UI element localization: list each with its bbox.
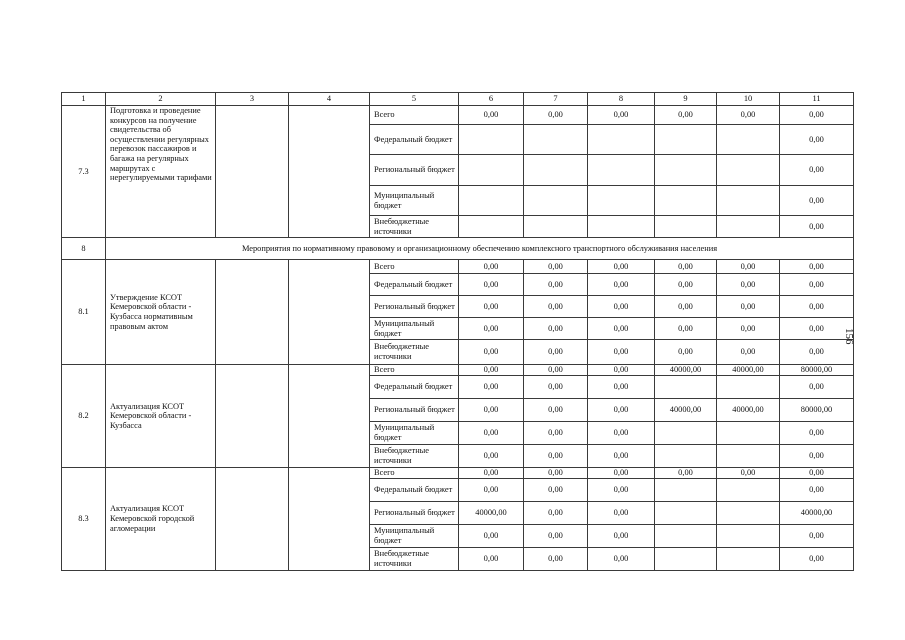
value-cell: 0,00 [524, 445, 588, 468]
value-cell [655, 478, 717, 501]
section-title: Мероприятия по нормативному правовому и организационному обеспечению комплексного транспортного обслуживания населения [106, 238, 854, 260]
value-cell: 0,00 [459, 524, 524, 547]
value-cell [717, 376, 780, 399]
value-cell: 0,00 [588, 376, 655, 399]
page-number: 156 [843, 328, 855, 345]
value-cell: 0,00 [780, 216, 854, 238]
empty-cell-col4 [289, 106, 370, 238]
column-header: 11 [780, 93, 854, 106]
value-cell [717, 501, 780, 524]
funding-source-label: Внебюджетные источники [370, 445, 459, 468]
budget-table [61, 92, 854, 571]
value-cell: 0,00 [717, 468, 780, 479]
value-cell [655, 125, 717, 155]
value-cell: 0,00 [717, 340, 780, 365]
value-cell: 0,00 [780, 340, 854, 365]
value-cell: 0,00 [780, 274, 854, 296]
value-cell [459, 186, 524, 216]
value-cell: 0,00 [588, 478, 655, 501]
column-header: 2 [106, 93, 216, 106]
value-cell [717, 125, 780, 155]
empty-cell-col4 [289, 468, 370, 571]
funding-source-label: Региональный бюджет [370, 501, 459, 524]
value-cell: 0,00 [524, 376, 588, 399]
funding-source-label: Муниципальный бюджет [370, 524, 459, 547]
empty-cell-col3 [216, 365, 289, 468]
value-cell: 0,00 [655, 468, 717, 479]
table-row [62, 106, 854, 125]
item-number: 8.3 [62, 468, 106, 571]
value-cell [459, 216, 524, 238]
value-cell [717, 547, 780, 570]
value-cell: 0,00 [524, 468, 588, 479]
value-cell [655, 186, 717, 216]
value-cell: 0,00 [459, 365, 524, 376]
value-cell: 0,00 [524, 399, 588, 422]
value-cell: 40000,00 [655, 399, 717, 422]
value-cell: 40000,00 [717, 365, 780, 376]
value-cell [588, 186, 655, 216]
value-cell: 0,00 [524, 260, 588, 274]
funding-source-label: Муниципальный бюджет [370, 318, 459, 340]
value-cell: 40000,00 [717, 399, 780, 422]
value-cell: 0,00 [588, 445, 655, 468]
value-cell: 0,00 [524, 296, 588, 318]
item-number: 8.1 [62, 260, 106, 365]
value-cell: 0,00 [780, 422, 854, 445]
value-cell: 0,00 [780, 296, 854, 318]
value-cell: 0,00 [459, 106, 524, 125]
column-header: 8 [588, 93, 655, 106]
value-cell: 0,00 [655, 318, 717, 340]
empty-cell-col4 [289, 365, 370, 468]
value-cell [524, 125, 588, 155]
value-cell [655, 422, 717, 445]
value-cell [655, 501, 717, 524]
value-cell: 0,00 [524, 422, 588, 445]
value-cell: 0,00 [655, 106, 717, 125]
column-header: 3 [216, 93, 289, 106]
value-cell [717, 478, 780, 501]
funding-source-label: Муниципальный бюджет [370, 186, 459, 216]
value-cell: 0,00 [588, 365, 655, 376]
value-cell: 0,00 [780, 468, 854, 479]
value-cell: 0,00 [588, 547, 655, 570]
column-header: 9 [655, 93, 717, 106]
value-cell: 0,00 [780, 155, 854, 186]
value-cell: 0,00 [524, 274, 588, 296]
value-cell: 80000,00 [780, 399, 854, 422]
value-cell: 0,00 [588, 260, 655, 274]
empty-cell-col3 [216, 106, 289, 238]
value-cell: 0,00 [655, 274, 717, 296]
column-header: 4 [289, 93, 370, 106]
value-cell: 0,00 [524, 501, 588, 524]
value-cell [655, 445, 717, 468]
value-cell [588, 125, 655, 155]
value-cell: 0,00 [459, 376, 524, 399]
table-row [62, 365, 854, 376]
value-cell: 0,00 [459, 478, 524, 501]
value-cell: 0,00 [655, 260, 717, 274]
funding-source-label: Внебюджетные источники [370, 340, 459, 365]
value-cell: 0,00 [588, 468, 655, 479]
value-cell: 0,00 [459, 422, 524, 445]
empty-cell-col3 [216, 468, 289, 571]
column-header: 1 [62, 93, 106, 106]
value-cell: 0,00 [524, 524, 588, 547]
value-cell: 0,00 [588, 524, 655, 547]
value-cell [655, 216, 717, 238]
value-cell: 0,00 [459, 445, 524, 468]
table-row [62, 468, 854, 479]
column-header: 10 [717, 93, 780, 106]
item-name: Актуализация КСОТ Кемеровской области - Кузбасса [106, 365, 216, 468]
value-cell [524, 186, 588, 216]
value-cell [717, 155, 780, 186]
value-cell [717, 524, 780, 547]
value-cell: 40000,00 [655, 365, 717, 376]
column-header: 5 [370, 93, 459, 106]
table-body [62, 93, 854, 571]
value-cell [655, 547, 717, 570]
column-header: 7 [524, 93, 588, 106]
funding-source-label: Всего [370, 260, 459, 274]
funding-source-label: Внебюджетные источники [370, 547, 459, 570]
value-cell: 0,00 [780, 318, 854, 340]
funding-source-label: Региональный бюджет [370, 155, 459, 186]
value-cell: 0,00 [588, 501, 655, 524]
value-cell: 0,00 [780, 186, 854, 216]
value-cell: 0,00 [780, 376, 854, 399]
value-cell: 0,00 [588, 106, 655, 125]
funding-source-label: Муниципальный бюджет [370, 422, 459, 445]
value-cell: 0,00 [524, 340, 588, 365]
value-cell: 0,00 [717, 274, 780, 296]
empty-cell-col4 [289, 260, 370, 365]
value-cell [524, 155, 588, 186]
value-cell [717, 445, 780, 468]
funding-source-label: Региональный бюджет [370, 399, 459, 422]
item-name: Подготовка и проведение конкурсов на получение свидетельства об осуществлении регулярных перевозок пассажиров и багажа на регулярных маршрутах с нерегулируемыми тарифами [106, 106, 216, 238]
value-cell: 0,00 [524, 106, 588, 125]
value-cell: 0,00 [588, 274, 655, 296]
value-cell: 0,00 [459, 318, 524, 340]
value-cell: 0,00 [459, 274, 524, 296]
value-cell [717, 422, 780, 445]
value-cell: 0,00 [780, 445, 854, 468]
value-cell: 0,00 [524, 318, 588, 340]
column-header: 6 [459, 93, 524, 106]
section-number: 8 [62, 238, 106, 260]
value-cell: 0,00 [588, 422, 655, 445]
value-cell [588, 155, 655, 186]
section-row [62, 238, 854, 260]
value-cell [717, 216, 780, 238]
value-cell: 0,00 [717, 296, 780, 318]
value-cell: 0,00 [524, 547, 588, 570]
value-cell: 0,00 [655, 340, 717, 365]
funding-source-label: Федеральный бюджет [370, 274, 459, 296]
value-cell: 0,00 [524, 478, 588, 501]
value-cell [459, 125, 524, 155]
value-cell: 0,00 [717, 318, 780, 340]
value-cell: 0,00 [459, 468, 524, 479]
value-cell: 0,00 [524, 365, 588, 376]
funding-source-label: Внебюджетные источники [370, 216, 459, 238]
value-cell: 0,00 [588, 340, 655, 365]
value-cell: 0,00 [459, 340, 524, 365]
value-cell [655, 155, 717, 186]
value-cell: 0,00 [780, 106, 854, 125]
value-cell [524, 216, 588, 238]
value-cell: 0,00 [655, 296, 717, 318]
value-cell: 0,00 [588, 318, 655, 340]
value-cell: 40000,00 [780, 501, 854, 524]
value-cell: 0,00 [459, 296, 524, 318]
value-cell: 40000,00 [459, 501, 524, 524]
value-cell: 0,00 [780, 547, 854, 570]
value-cell: 80000,00 [780, 365, 854, 376]
funding-source-label: Федеральный бюджет [370, 125, 459, 155]
funding-source-label: Всего [370, 365, 459, 376]
value-cell [717, 186, 780, 216]
value-cell: 0,00 [588, 399, 655, 422]
value-cell [459, 155, 524, 186]
funding-source-label: Федеральный бюджет [370, 478, 459, 501]
funding-source-label: Всего [370, 468, 459, 479]
item-number: 8.2 [62, 365, 106, 468]
funding-source-label: Федеральный бюджет [370, 376, 459, 399]
value-cell: 0,00 [459, 260, 524, 274]
value-cell: 0,00 [588, 296, 655, 318]
header-row [62, 93, 854, 106]
table-row [62, 260, 854, 274]
value-cell: 0,00 [717, 260, 780, 274]
value-cell [655, 376, 717, 399]
value-cell: 0,00 [780, 478, 854, 501]
item-number: 7.3 [62, 106, 106, 238]
funding-source-label: Региональный бюджет [370, 296, 459, 318]
value-cell: 0,00 [459, 547, 524, 570]
value-cell: 0,00 [717, 106, 780, 125]
value-cell: 0,00 [780, 260, 854, 274]
value-cell: 0,00 [459, 399, 524, 422]
value-cell [655, 524, 717, 547]
item-name: Актуализация КСОТ Кемеровской городской агломерации [106, 468, 216, 571]
empty-cell-col3 [216, 260, 289, 365]
funding-source-label: Всего [370, 106, 459, 125]
value-cell: 0,00 [780, 524, 854, 547]
value-cell: 0,00 [780, 125, 854, 155]
value-cell [588, 216, 655, 238]
item-name: Утверждение КСОТ Кемеровской области - Кузбасса нормативным правовым актом [106, 260, 216, 365]
